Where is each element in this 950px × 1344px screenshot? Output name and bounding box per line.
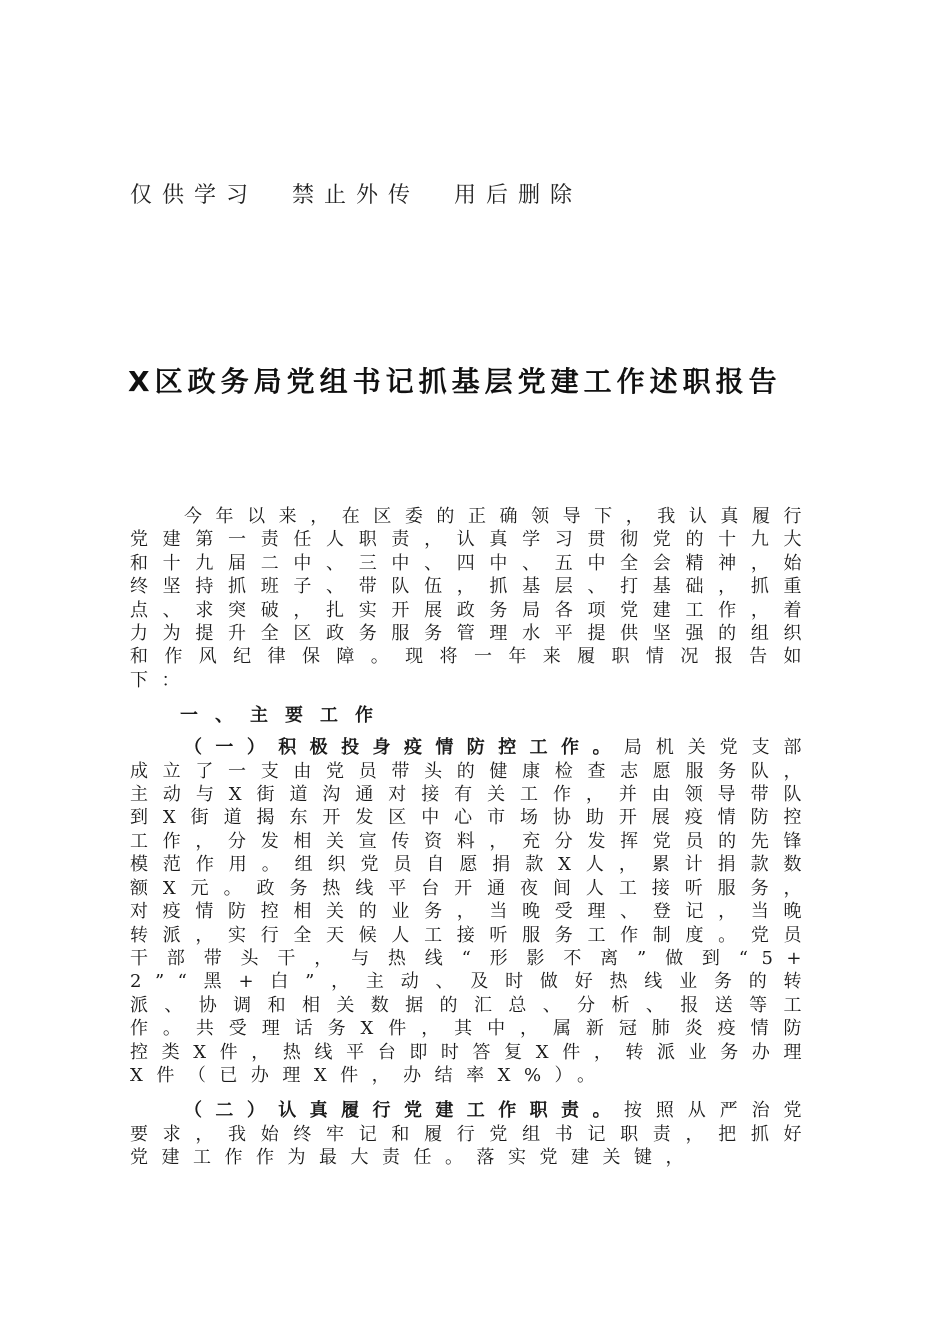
document-body bbox=[130, 505, 815, 1170]
section-heading-main-work: 一、主要工作 bbox=[180, 705, 390, 727]
intro-paragraph: 今年以来，在区委的正确领导下，我认真履行党建第一责任人职责，认真学习贯彻党的十九大和十九届二中、三中、四中、五中全会精神，始终坚持抓班子、带队伍，抓基层、打基础，抓重点、求突破，扎实开展政务局各项党建工作，着力为提升全区政务服务管理水平提供坚强的组织和作风纪律保障。现将一年来履职情况报告如下： bbox=[130, 506, 815, 691]
subsection-2-heading: （二）认真履行党建工作职责。 bbox=[184, 1100, 624, 1122]
subsection-1-paragraph bbox=[130, 736, 815, 1087]
usage-notice: 仅供学习 禁止外传 用后删除 bbox=[130, 183, 582, 208]
document-title: X区政务局党组书记抓基层党建工作述职报告 bbox=[128, 365, 782, 398]
subsection-1-body: 局机关党支部成立了一支由党员带头的健康检查志愿服务队，主动与X街道沟通对接有关工作，并由领导带队到X街道揭东开发区中心市场协助开展疫情防控工作，分发相关宣传资料，充分发挥党员的先锋模范作用。组织党员自愿捐款X人，累计捐款数额X元。政务热线平台开通夜间人工接听服务，对疫情防控相关的业务，当晚受理、登记，当晚转派，实行全天候人工接听服务工作制度。党员干部带头干，与热线“形影不离”做到“5+2”“黑+白”，主动、及时做好热线业务的转派、协调和相关数据的汇总、分析、报送等工作。共受理话务X件，其中，属新冠肺炎疫情防控类X件，热线平台即时答复X件，转派业务办理X件（已办理X件，办结率X%）。 bbox=[130, 737, 816, 1086]
paragraph-gap bbox=[130, 1087, 815, 1099]
subsection-2-paragraph bbox=[130, 1099, 815, 1169]
subsection-2-body: 按照从严治党要求，我始终牢记和履行党组书记职责，把抓好党建工作作为最大责任。落实党建关键， bbox=[130, 1100, 816, 1169]
subsection-1-heading: （一）积极投身疫情防控工作。 bbox=[184, 737, 624, 759]
